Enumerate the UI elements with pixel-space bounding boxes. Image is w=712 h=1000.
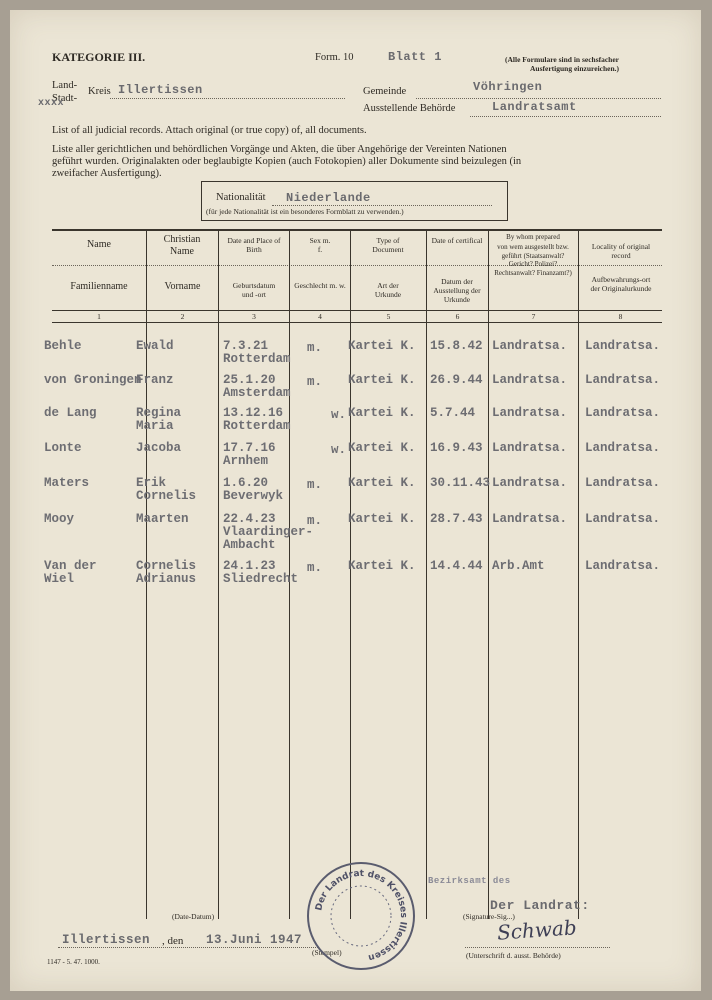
row-family-name: von Groningen: [44, 373, 142, 387]
col-divider-4: [350, 229, 351, 919]
row-christian-name-line2: Cornelis: [136, 489, 197, 503]
signature-label: (Signature-Sig...): [463, 912, 515, 921]
col-header-sex-de: Geschlecht m. w.: [294, 281, 346, 290]
row-birth-place: Arnhem: [223, 454, 269, 468]
col-header-type-de: Art der Urkunde: [374, 281, 402, 299]
row-prepared-by: Landratsa.: [492, 373, 568, 387]
row-birth-date: 22.4.23: [223, 512, 276, 526]
gemeinde-value: Vöhringen: [473, 80, 543, 94]
col-header-birth-num: 3: [252, 312, 256, 321]
col-divider-2: [218, 229, 219, 919]
row-birth-date: 17.7.16: [223, 441, 276, 455]
row-birth-date: 24.1.23: [223, 559, 276, 573]
row-sex: m.: [307, 514, 323, 528]
signature: Schwab: [496, 915, 578, 945]
nationality-value: Niederlande: [286, 191, 371, 205]
row-document-type: Kartei K.: [348, 476, 416, 490]
row-family-name: Lonte: [44, 441, 82, 455]
row-family-name: Van der: [44, 559, 97, 573]
row-sex: w.: [331, 408, 347, 422]
col-header-loc-de: Aufbewahrungs-ort der Originalurkunde: [590, 275, 652, 293]
col-header-christian-de: Vorname: [164, 281, 201, 292]
intro-german-3: zweifacher Ausfertigung).: [52, 168, 162, 179]
row-certificate-date: 30.11.43: [430, 476, 491, 490]
row-birth-date: 25.1.20: [223, 373, 276, 387]
col-header-by-de: von wem ausgestellt bzw. geführt (Staatsanwalt? Gericht? Polizei? Rechtsanwalt? Finanzamt?): [494, 243, 572, 277]
col-header-christian-num: 2: [180, 312, 185, 321]
row-christian-name: Jacoba: [136, 441, 182, 455]
col-header-loc-en: Locality of original record: [591, 242, 651, 260]
print-code: 1147 - 5. 47. 1000.: [47, 958, 100, 966]
row-family-name-line2: Wiel: [44, 572, 75, 586]
signature-underline: [465, 947, 610, 948]
row-certificate-date: 28.7.43: [430, 512, 483, 526]
row-sex: m.: [307, 375, 323, 389]
row-sex: m.: [307, 341, 323, 355]
svg-text:Der Landrat des Kreises Illert: [314, 869, 408, 962]
row-birth-place: Vlaardinger-: [223, 525, 314, 539]
row-certificate-date: 5.7.44: [430, 406, 476, 420]
col-header-name-de: Familienname: [70, 281, 128, 292]
row-locality: Landratsa.: [585, 476, 661, 490]
kreis-value: Illertissen: [118, 83, 203, 97]
col-header-cert-de: Datum der Ausstellung der Urkunde: [433, 277, 481, 304]
row-birth-place-line2: Ambacht: [223, 538, 276, 552]
behoerde-value: Landratsamt: [492, 100, 577, 114]
col-header-birth-en: Date and Place of Birth: [227, 236, 281, 254]
row-document-type: Kartei K.: [348, 512, 416, 526]
land-label: Land-: [52, 80, 78, 91]
row-certificate-date: 15.8.42: [430, 339, 483, 353]
row-document-type: Kartei K.: [348, 373, 416, 387]
row-document-type: Kartei K.: [348, 441, 416, 455]
document-page: [10, 10, 701, 991]
form-number: Form. 10: [315, 52, 354, 63]
row-locality: Landratsa.: [585, 373, 661, 387]
row-christian-name: Ewald: [136, 339, 174, 353]
stadt-label: Stadt-: [52, 93, 78, 104]
official-stamp: [307, 862, 415, 970]
row-birth-date: 1.6.20: [223, 476, 269, 490]
col-header-by-en: By whom prepared: [506, 233, 560, 241]
row-christian-name: Regina: [136, 406, 182, 420]
row-birth-place: Sliedrecht: [223, 572, 299, 586]
place-typed: Illertissen: [62, 933, 151, 947]
row-birth-place: Rotterdam: [223, 419, 291, 433]
nationality-underline: [272, 205, 492, 206]
row-certificate-date: 14.4.44: [430, 559, 483, 573]
unterschrift-label: (Unterschrift d. ausst. Behörde): [466, 951, 561, 960]
col-divider-6: [488, 229, 489, 919]
row-locality: Landratsa.: [585, 559, 661, 573]
row-document-type: Kartei K.: [348, 406, 416, 420]
row-prepared-by: Arb.Amt: [492, 559, 545, 573]
intro-german-2: geführt wurden. Originalakten oder beglaubigte Kopien (auch Fotokopien) aller Dokumente sind beizulegen (in: [52, 156, 522, 167]
row-certificate-date: 26.9.44: [430, 373, 483, 387]
col-divider-5: [426, 229, 427, 919]
behoerde-underline: [470, 116, 661, 117]
issuer-typed-line1: Bezirksamt des: [428, 876, 511, 886]
row-locality: Landratsa.: [585, 406, 661, 420]
behoerde-label: Ausstellende Behörde: [363, 103, 456, 114]
nationality-label: Nationalität: [216, 192, 266, 203]
col-header-christian-en: Christian Name: [163, 234, 201, 257]
row-prepared-by: Landratsa.: [492, 339, 568, 353]
intro-german-1: Liste aller gerichtlichen und behördlichen Vorgänge und Akten, die über Angehörige der Vereinten Nationen: [52, 144, 507, 155]
row-sex: m.: [307, 561, 323, 575]
row-family-name: de Lang: [44, 406, 97, 420]
row-locality: Landratsa.: [585, 512, 661, 526]
col-header-type-num: 5: [386, 312, 391, 321]
row-family-name: Mooy: [44, 512, 75, 526]
row-prepared-by: Landratsa.: [492, 512, 568, 526]
den-label: , den: [162, 935, 184, 947]
copies-note-line2: Ausfertigung einzureichen.): [530, 64, 620, 73]
row-birth-date: 7.3.21: [223, 339, 269, 353]
row-document-type: Kartei K.: [348, 339, 416, 353]
table-top-border: [52, 229, 662, 231]
stempel-label: (Stempel): [312, 948, 342, 957]
row-certificate-date: 16.9.43: [430, 441, 483, 455]
row-christian-name-line2: Maria: [136, 419, 174, 433]
row-locality: Landratsa.: [585, 441, 661, 455]
col-header-birth-de: Geburtsdatum und -ort: [232, 281, 276, 299]
col-header-type-en: Type of Document: [372, 236, 404, 254]
row-christian-name: Maarten: [136, 512, 189, 526]
col-divider-7: [578, 229, 579, 919]
xxxx-overtype: xxxx: [38, 98, 65, 109]
table-numbers-bottom-border: [52, 322, 662, 323]
col-header-name-num: 1: [97, 312, 101, 321]
col-header-sex-en: Sex m. f.: [309, 236, 331, 254]
col-header-by-num: 7: [531, 312, 536, 321]
row-sex: m.: [307, 478, 323, 492]
row-prepared-by: Landratsa.: [492, 441, 568, 455]
row-prepared-by: Landratsa.: [492, 406, 568, 420]
nationality-note: (für jede Nationalität ist ein besonderes Formblatt zu verwenden.): [206, 207, 404, 216]
gemeinde-label: Gemeinde: [363, 86, 407, 97]
stamp-text: Der Landrat des Kreises Illertissen: [314, 868, 409, 963]
row-christian-name-line2: Adrianus: [136, 572, 197, 586]
issuer-typed-line2: Der Landrat:: [490, 898, 590, 913]
col-header-name-en: Name: [87, 239, 111, 250]
row-birth-place: Rotterdam: [223, 352, 291, 366]
row-prepared-by: Landratsa.: [492, 476, 568, 490]
intro-english: List of all judicial records. Attach original (or true copy) of, all documents.: [52, 125, 367, 136]
gemeinde-underline: [416, 98, 661, 99]
row-locality: Landratsa.: [585, 339, 661, 353]
date-underline: [58, 947, 318, 948]
sheet-number: Blatt 1: [388, 50, 442, 64]
row-birth-place: Beverwyk: [223, 489, 284, 503]
col-header-cert-num: 6: [455, 312, 460, 321]
kreis-label: Kreis: [88, 86, 111, 97]
date-label: (Date-Datum): [172, 912, 215, 921]
row-sex: w.: [331, 443, 347, 457]
row-birth-place: Amsterdam: [223, 386, 291, 400]
table-header-bottom-border: [52, 310, 662, 311]
row-document-type: Kartei K.: [348, 559, 416, 573]
col-header-sex-num: 4: [318, 312, 322, 321]
category-title: KATEGORIE III.: [52, 50, 146, 64]
row-birth-date: 13.12.16: [223, 406, 284, 420]
kreis-underline: [110, 98, 345, 99]
row-family-name: Behle: [44, 339, 82, 353]
col-header-cert-en: Date of certifical: [431, 236, 483, 245]
copies-note-line1: (Alle Formulare sind in sechsfacher: [505, 55, 620, 64]
row-christian-name: Erik: [136, 476, 167, 490]
row-christian-name: Cornelis: [136, 559, 197, 573]
col-header-loc-num: 8: [618, 312, 623, 321]
row-family-name: Maters: [44, 476, 90, 490]
row-christian-name: Franz: [136, 373, 174, 387]
date-typed: 13.Juni 1947: [206, 933, 303, 947]
